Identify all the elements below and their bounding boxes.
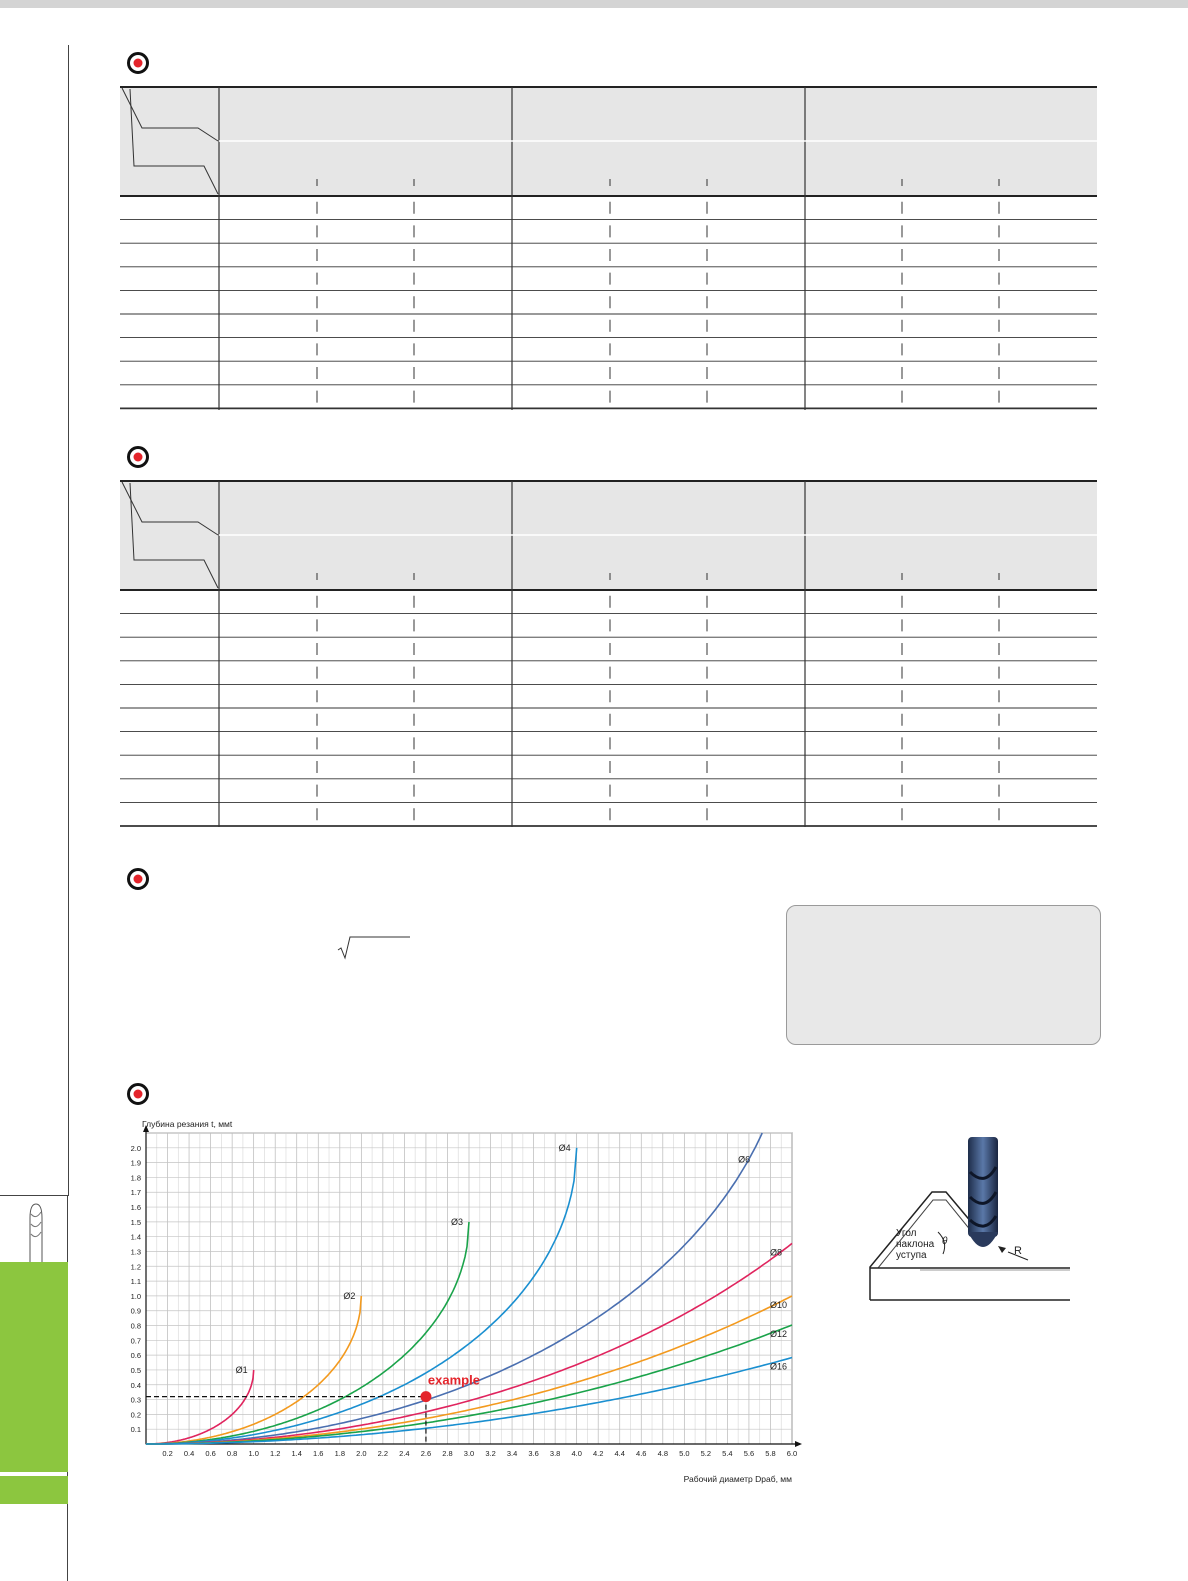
square-root-formula — [336, 934, 416, 962]
section-bullet-icon — [127, 52, 149, 74]
slope-inner-profile — [878, 1200, 980, 1268]
side-frame — [0, 45, 69, 1196]
formula-note-box — [786, 905, 1101, 1045]
x-tick-label: 0.6 — [205, 1449, 216, 1458]
y-tick-label: 0.9 — [130, 1306, 141, 1316]
y-tick-label: 1.3 — [130, 1247, 141, 1257]
x-tick-label: 0.2 — [162, 1449, 173, 1458]
side-tab-green-lower — [0, 1476, 68, 1504]
x-tick-label: 1.8 — [334, 1449, 346, 1458]
x-axis-arrow-icon — [795, 1441, 802, 1447]
y-tick-label: 0.4 — [130, 1380, 141, 1390]
angle-label: Угол — [896, 1228, 917, 1239]
y-tick-label: 1.9 — [130, 1158, 141, 1168]
x-tick-label: 0.4 — [183, 1449, 195, 1458]
series-label: Ø2 — [343, 1290, 356, 1301]
y-tick-label: 1.7 — [130, 1188, 141, 1198]
x-tick-label: 2.2 — [377, 1449, 389, 1458]
y-tick-label: 1.5 — [130, 1217, 141, 1227]
y-tick-label: 0.5 — [130, 1365, 141, 1375]
y-tick-label: 0.8 — [130, 1321, 141, 1331]
y-tick-label: 0.7 — [130, 1336, 141, 1346]
x-tick-label: 6.0 — [786, 1449, 798, 1458]
y-tick-label: 0.2 — [130, 1410, 141, 1420]
x-tick-label: 4.0 — [571, 1449, 582, 1458]
y-tick-label: 1.1 — [130, 1277, 141, 1287]
chart-grid — [143, 1125, 802, 1447]
x-tick-label: 1.6 — [313, 1449, 324, 1458]
x-tick-label: 1.4 — [291, 1449, 302, 1458]
y-tick-label: 0.3 — [130, 1395, 141, 1405]
chart-x-axis-label: Рабочий диаметр Dраб, мм — [683, 1474, 792, 1484]
x-tick-label: 1.0 — [248, 1449, 259, 1458]
section-bullet-icon — [127, 446, 149, 468]
cutting-conditions-table-1 — [120, 86, 1098, 412]
series-label: Ø4 — [558, 1142, 571, 1153]
series-label: Ø3 — [451, 1216, 464, 1227]
x-tick-label: 3.2 — [485, 1449, 496, 1458]
radius-arrowhead — [998, 1246, 1006, 1253]
radius-label: R — [1014, 1245, 1022, 1257]
x-tick-label: 4.6 — [636, 1449, 647, 1458]
series-label: Ø12 — [770, 1328, 788, 1339]
cutting-conditions-table-2 — [120, 480, 1098, 830]
x-tick-label: 3.4 — [506, 1449, 518, 1458]
top-bar — [0, 0, 1188, 8]
x-tick-label: 5.8 — [765, 1449, 776, 1458]
x-tick-label: 3.0 — [463, 1449, 475, 1458]
example-label: example — [427, 1372, 480, 1388]
x-tick-label: 0.8 — [226, 1449, 238, 1458]
chart-x-ticks — [162, 1449, 797, 1458]
y-tick-label: 0.1 — [130, 1425, 141, 1435]
series-label: Ø6 — [738, 1154, 751, 1165]
chart-y-ticks — [131, 1144, 141, 1434]
x-tick-label: 1.2 — [269, 1449, 281, 1458]
chart-y-axis-label: Глубина резания t, ммt — [142, 1119, 233, 1129]
table-rows — [120, 179, 1097, 408]
y-tick-label: 1.0 — [130, 1291, 141, 1301]
series-label: Ø1 — [235, 1364, 248, 1375]
x-tick-label: 5.2 — [700, 1449, 712, 1458]
example-point — [420, 1391, 431, 1402]
series-label: Ø10 — [770, 1299, 788, 1310]
x-tick-label: 5.6 — [743, 1449, 755, 1458]
x-tick-label: 4.2 — [592, 1449, 604, 1458]
section-bullet-icon — [127, 1083, 149, 1105]
x-tick-label: 5.0 — [679, 1449, 690, 1458]
table-rows — [120, 573, 1097, 826]
endmill-slope-diagram — [860, 1132, 1080, 1307]
x-tick-label: 2.6 — [420, 1449, 432, 1458]
angle-label: уступа — [896, 1250, 927, 1261]
side-tab-green — [0, 1262, 68, 1472]
theta-symbol: θ — [942, 1236, 948, 1247]
series-label: Ø8 — [770, 1247, 783, 1258]
section-bullet-icon — [127, 868, 149, 890]
y-tick-label: 1.2 — [130, 1262, 141, 1272]
x-tick-label: 2.0 — [356, 1449, 367, 1458]
ball-endmill-icon — [24, 1200, 48, 1262]
x-tick-label: 3.6 — [528, 1449, 539, 1458]
angle-label: наклона — [896, 1239, 935, 1250]
depth-vs-diameter-chart — [110, 1115, 810, 1490]
x-tick-label: 4.4 — [614, 1449, 625, 1458]
series-label: Ø16 — [770, 1361, 788, 1372]
x-tick-label: 5.4 — [722, 1449, 733, 1458]
y-tick-label: 1.8 — [130, 1173, 141, 1183]
endmill-ball-tip — [968, 1232, 998, 1247]
x-tick-label: 3.8 — [549, 1449, 561, 1458]
y-tick-label: 2.0 — [130, 1143, 141, 1153]
y-tick-label: 1.4 — [130, 1232, 141, 1242]
x-tick-label: 4.8 — [657, 1449, 669, 1458]
x-tick-label: 2.4 — [399, 1449, 410, 1458]
x-tick-label: 2.8 — [442, 1449, 453, 1458]
y-tick-label: 0.6 — [130, 1351, 141, 1361]
y-tick-label: 1.6 — [130, 1203, 141, 1213]
